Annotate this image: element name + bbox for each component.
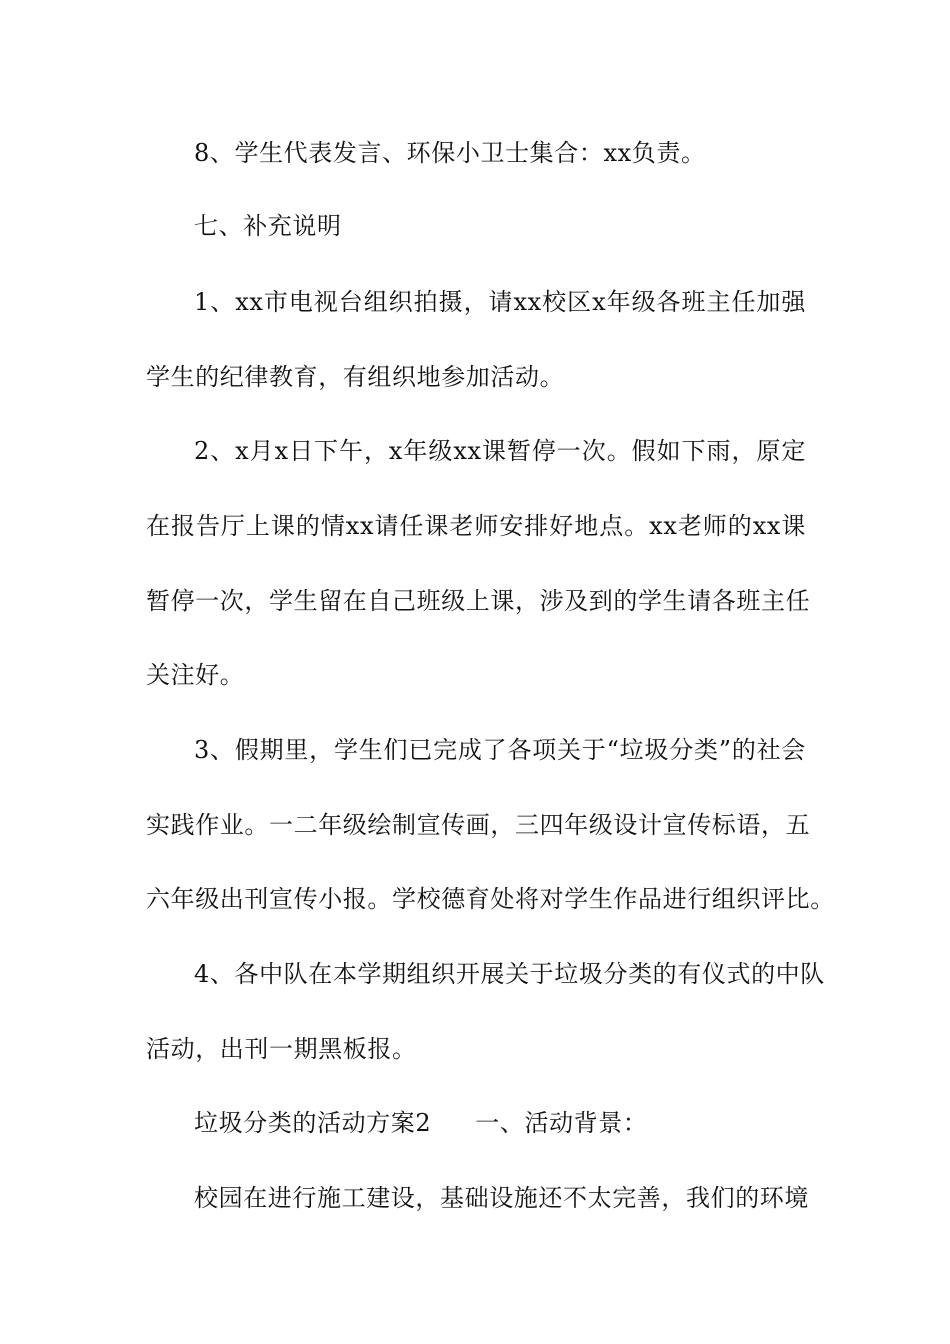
paragraph-line: 暂停一次，学生留在自己班级上课，涉及到的学生请各班主任 <box>146 587 811 615</box>
plan-section-heading: 一、活动背景： <box>475 1109 648 1137</box>
paragraph-line: 学生的纪律教育，有组织地参加活动。 <box>146 363 565 391</box>
paragraph-line: 4、各中队在本学期组织开展关于垃圾分类的有仪式的中队 <box>194 960 825 988</box>
plan-heading-line <box>194 1103 806 1143</box>
paragraph-line: 实践作业。一二年级绘制宣传画，三四年级设计宣传标语，五 <box>146 811 811 839</box>
paragraph-line: 六年级出刊宣传小报。学校德育处将对学生作品进行组织评比。 <box>146 885 835 913</box>
paragraph-line: 2、x月x日下午，x年级xx课暂停一次。假如下雨，原定 <box>194 437 806 465</box>
paragraph-line: 8、学生代表发言、环保小卫士集合：xx负责。 <box>194 139 706 167</box>
section-heading: 七、补充说明 <box>194 212 342 240</box>
paragraph-line: 在报告厅上课的情xx请任课老师安排好地点。xx老师的xx课 <box>146 512 806 540</box>
paragraph-line: 1、xx市电视台组织拍摄，请xx校区x年级各班主任加强 <box>194 288 806 316</box>
paragraph-line: 活动，出刊一期黑板报。 <box>146 1035 417 1063</box>
paragraph-line: 3、假期里，学生们已完成了各项关于“垃圾分类”的社会 <box>194 736 806 764</box>
paragraph-line: 校园在进行施工建设，基础设施还不太完善，我们的环境 <box>194 1184 809 1212</box>
plan-title: 垃圾分类的活动方案2 <box>194 1109 432 1137</box>
paragraph-line: 关注好。 <box>146 661 245 689</box>
